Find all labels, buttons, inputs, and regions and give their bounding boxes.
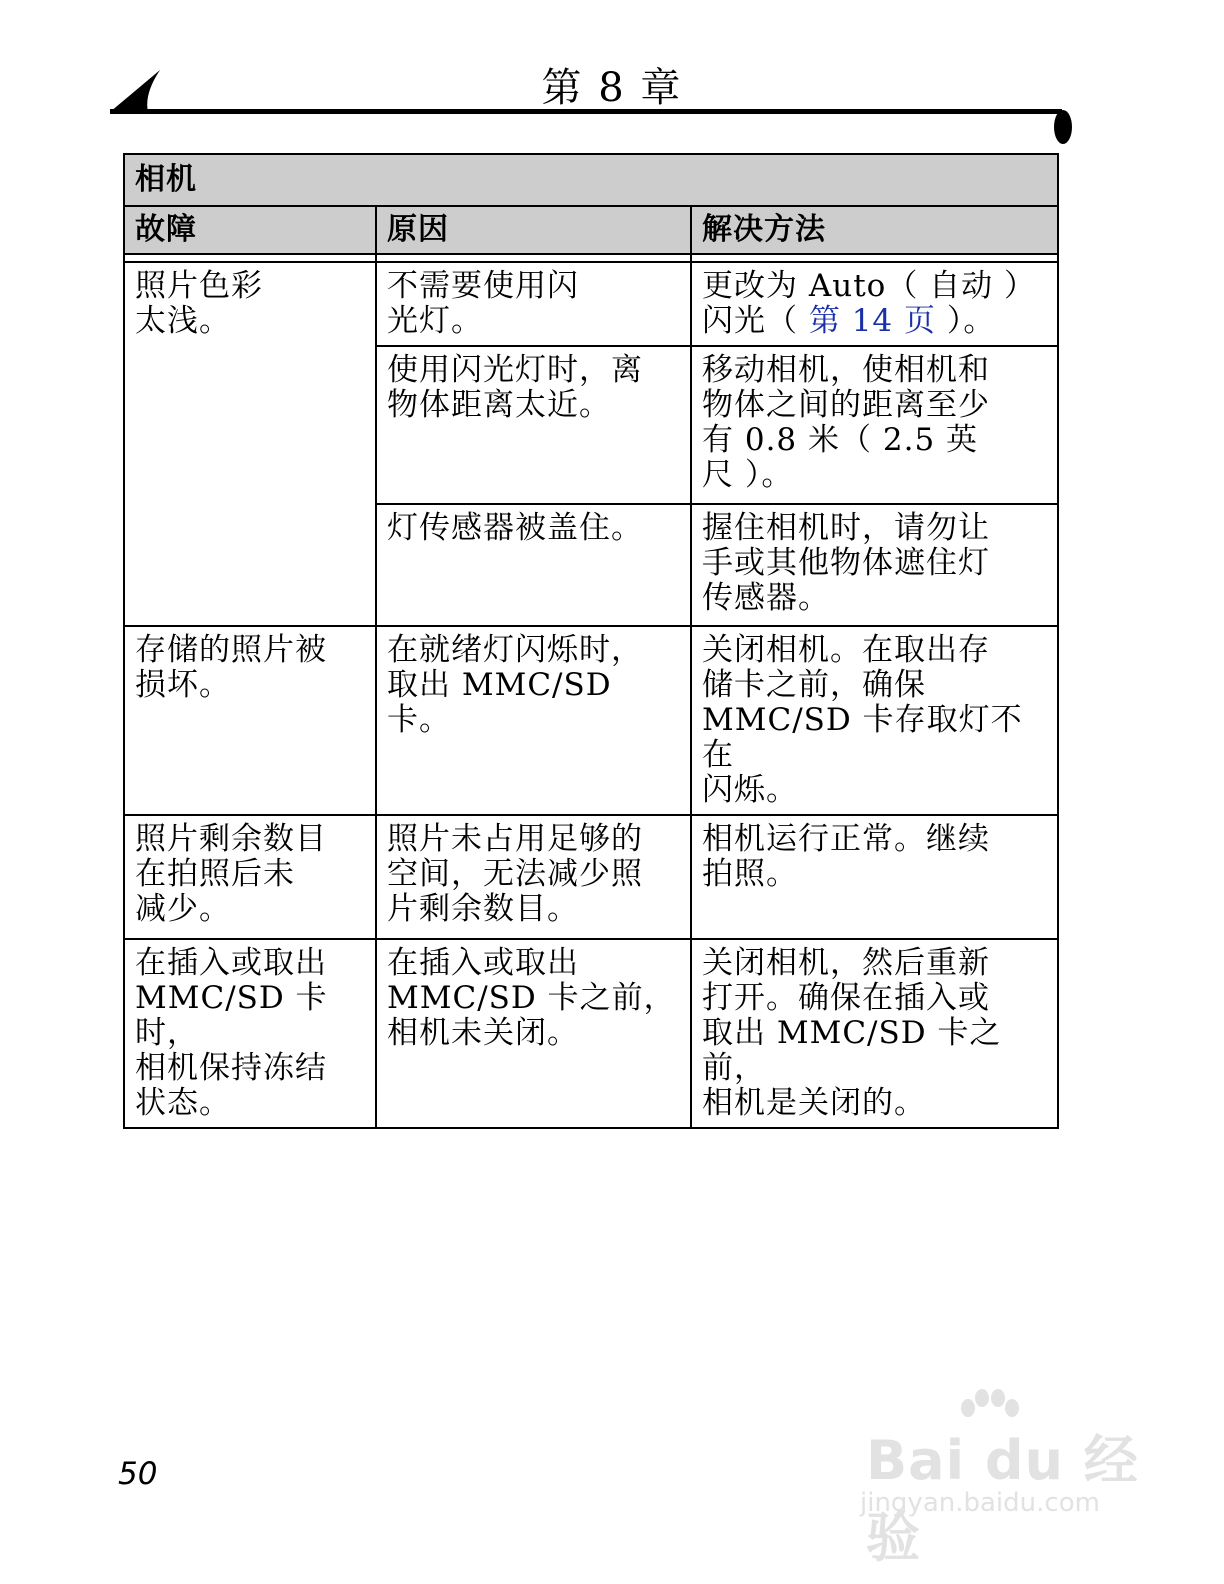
table-row bbox=[124, 939, 1058, 1128]
problem-text: 照片色彩 太浅。 bbox=[135, 268, 263, 339]
header-gap-row bbox=[124, 254, 1058, 262]
solution-cell bbox=[691, 626, 1058, 815]
cause-text: 使用闪光灯时，离 物体距离太近。 bbox=[387, 352, 643, 423]
problem-text: 在插入或取出 MMC/SD 卡时， 相机保持冻结 状态。 bbox=[135, 945, 328, 1121]
cause-text: 灯传感器被盖住。 bbox=[387, 510, 643, 546]
column-header-solution: 解决方法 bbox=[691, 206, 1058, 254]
section-header-row bbox=[124, 154, 1058, 206]
solution-cell bbox=[691, 815, 1058, 939]
solution-text-pre: 更改为 Auto（ 自动 ） 闪光（ bbox=[702, 268, 1037, 339]
column-header-cause: 原因 bbox=[376, 206, 691, 254]
solution-text-post: ）。 bbox=[936, 303, 996, 339]
page-reference-link[interactable]: 第 14 页 bbox=[808, 303, 937, 339]
cause-cell bbox=[376, 346, 691, 504]
column-header-row bbox=[124, 206, 1058, 254]
solution-text bbox=[702, 269, 1047, 339]
problem-text: 存储的照片被 损坏。 bbox=[135, 632, 327, 703]
problem-cell bbox=[124, 262, 376, 626]
solution-text: 移动相机，使相机和 物体之间的距离至少 有 0.8 米（ 2.5 英 尺 ）。 bbox=[702, 352, 990, 493]
cause-cell bbox=[376, 626, 691, 815]
column-header-problem: 故障 bbox=[124, 206, 376, 254]
cause-cell bbox=[376, 939, 691, 1128]
troubleshooting-table bbox=[123, 153, 1059, 1129]
section-title: 相机 bbox=[124, 154, 1058, 206]
watermark bbox=[858, 1388, 1148, 1569]
cause-cell bbox=[376, 504, 691, 626]
solution-text: 相机运行正常。继续 拍照。 bbox=[702, 821, 990, 892]
cause-cell bbox=[376, 262, 691, 346]
cause-text: 照片未占用足够的 空间，无法减少照 片剩余数目。 bbox=[387, 821, 643, 927]
table-row bbox=[124, 626, 1058, 815]
problem-cell bbox=[124, 939, 376, 1128]
cause-cell bbox=[376, 815, 691, 939]
solution-cell bbox=[691, 262, 1058, 346]
table-row bbox=[124, 262, 1058, 346]
solution-cell bbox=[691, 346, 1058, 504]
cause-text: 在插入或取出 MMC/SD 卡之前， 相机未关闭。 bbox=[387, 945, 676, 1051]
chapter-title: 第 8 章 bbox=[541, 65, 683, 111]
solution-cell bbox=[691, 504, 1058, 626]
solution-cell bbox=[691, 939, 1058, 1128]
watermark-url: jingyan.baidu.com bbox=[860, 1488, 1100, 1518]
cause-text: 在就绪灯闪烁时， 取出 MMC/SD 卡。 bbox=[387, 632, 643, 738]
problem-cell bbox=[124, 815, 376, 939]
problem-cell bbox=[124, 626, 376, 815]
page-number: 50 bbox=[118, 1456, 158, 1492]
table-row bbox=[124, 815, 1058, 939]
solution-text: 握住相机时，请勿让 手或其他物体遮住灯 传感器。 bbox=[702, 510, 990, 616]
header-end-cap-icon bbox=[1054, 110, 1072, 144]
solution-text: 关闭相机。在取出存 储卡之前，确保 MMC/SD 卡存取灯不在 闪烁。 bbox=[702, 632, 1023, 808]
cause-text: 不需要使用闪 光灯。 bbox=[387, 268, 579, 339]
watermark-logo: Bai du 经验 bbox=[866, 1429, 1139, 1569]
problem-text: 照片剩余数目 在拍照后未 减少。 bbox=[135, 821, 327, 927]
solution-text: 关闭相机，然后重新 打开。确保在插入或 取出 MMC/SD 卡之前， 相机是关闭的。 bbox=[702, 945, 1002, 1121]
